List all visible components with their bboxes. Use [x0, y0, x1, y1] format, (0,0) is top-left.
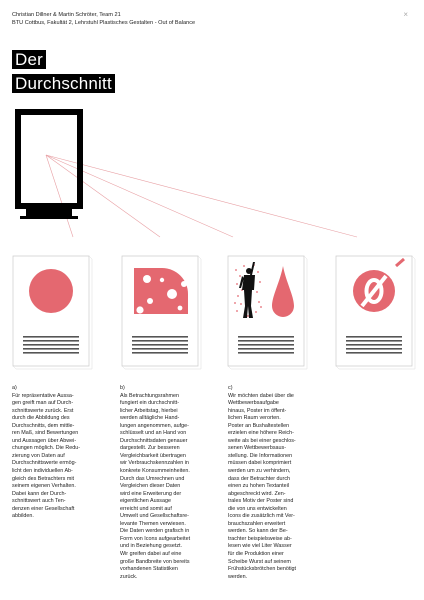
poster-figure-drop [228, 256, 307, 369]
text-column-b [120, 385, 200, 581]
column-label: a) [12, 385, 17, 391]
column-label: c) [228, 385, 233, 391]
column-body: Für repräsentative Aussa- gen greift man auf Durch- schnittswerte zurück. Erst durch die Abbildung des Durchschnitts, dem mittle- ren Maß, sind Bewertungen und Aussagen über Abwei- chungen möglich. Die Redu- zierung von Daten auf Durchschnittswerte ermög- licht den individuellen Ab- gleich des Betrachters mit seinem eigenen Verhalten. Dabei kann der Durch- schnittswert auch Ten- denzen einer Gesellschaft abbilden. [12, 392, 81, 520]
credits-line-institution: BTU Cottbus, Fakultät 2, Lehrstuhl Plastisches Gestalten - Out of Balance [12, 20, 196, 26]
poster-circle [13, 256, 92, 369]
circle-icon [29, 269, 73, 313]
connector-lines [46, 155, 357, 237]
poster-null-sign [336, 256, 415, 369]
poster-cheese [122, 256, 201, 369]
text-column-a [12, 385, 92, 521]
text-column-c [228, 385, 308, 581]
credits-line-authors: Christian Dillner & Martin Schröter, Team 21 [12, 12, 121, 18]
page-title-line-2: Durchschnitt [12, 74, 115, 93]
billboard-icon [18, 112, 80, 219]
column-body: Als Betrachtungsrahmen fungiert ein durchschnitt- licher Arbeitstag, hierbei werden alltägliche Hand- lungen angenommen, aufge- schlüsselt und an Hand von Durchschnittsdaten genauer dargestellt. Zur besseren Vergleichbarkeit übertragen wir Verbrauchskennzahlen in konkrete Konsummeinheiten. Durch das Umrechnen und Vergleichen dieser Daten wird eine Erweiterung der eigentlichen Aussage erreicht und somit auf Umwelt und Gesellschaftsre- levante Themen verwiesen. Die Daten werden grafisch in Form von Icons aufgearbeitet und in Beziehung gesetzt. Wir greifen dabei auf eine große Bandbreite von bereits vorhandenen Statistiken zurück. [120, 392, 191, 580]
page-title-line-1: Der [12, 50, 46, 69]
column-body: Wir möchten dabei über die Wettbewerbsaufgabe hinaus, Poster im öffent- lichen Raum verorten. Poster an Bushaltestellen erzielen eine höhere Reich- weite als bei einer geschlos- senen Wettbewerbsaus- stellung. Die Informationen müssen dabei komprimiert werden um zu verhindern, dass der Betrachter durch einen zu hohen Textanteil abgeschreckt wird. Zen- trales Motiv der Poster sind die von uns entwickelten Icons die zusätzlich mit Ver- brauchszahlen erweitert werden. So kann der Be- trachter beispielsweise ab- lesen wie viel Liter Wasser für die Produktion einer Scheibe Wurst auf seinem Frühstücksbrötchen benötigt werden. [228, 392, 297, 580]
close-icon[interactable]: × [403, 10, 408, 19]
column-label: b) [120, 385, 125, 391]
